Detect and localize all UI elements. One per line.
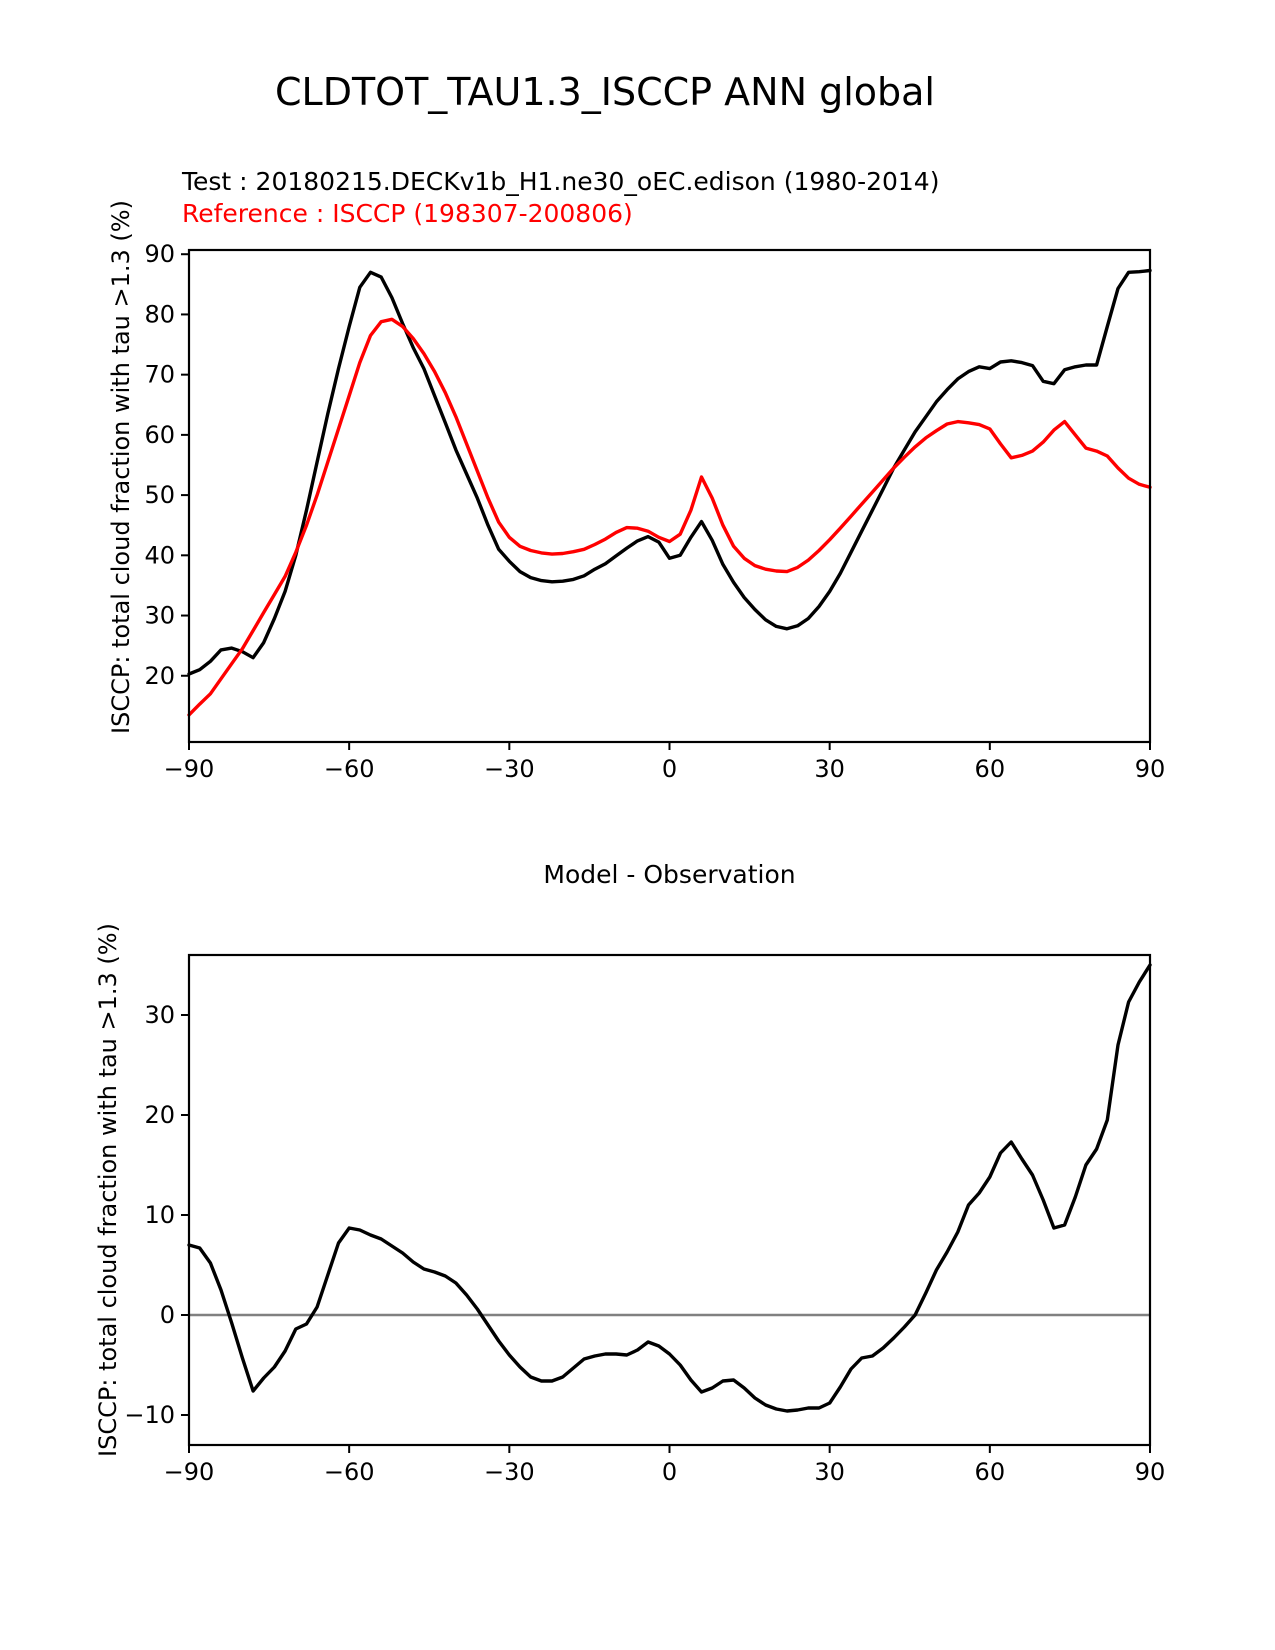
y-tick-label: 90 [144, 240, 175, 269]
top-series-line-0 [189, 271, 1150, 675]
x-tick-label: −60 [323, 755, 375, 783]
x-tick-label: 0 [661, 755, 678, 783]
bottom-chart [124, 955, 1165, 1486]
y-tick-label: −10 [124, 1401, 175, 1429]
page-title: CLDTOT_TAU1.3_ISCCP ANN global [274, 70, 935, 114]
x-tick-label: −30 [484, 755, 535, 783]
y-tick-label: 50 [144, 481, 175, 510]
y-tick-label: 40 [144, 541, 175, 570]
axes-box [189, 250, 1150, 742]
x-tick-label: 30 [814, 1458, 845, 1486]
y-tick-label: 10 [144, 1201, 175, 1229]
y-tick-label: 60 [144, 420, 175, 449]
y-tick-label: 70 [144, 360, 175, 389]
y-tick-label: 0 [159, 1301, 175, 1329]
y-tick-label: 20 [144, 661, 175, 690]
x-tick-label: 0 [661, 1458, 678, 1486]
y-tick-label: 30 [144, 601, 175, 630]
bottom-series-line-0 [189, 965, 1150, 1411]
y-tick-label: 80 [144, 300, 175, 329]
y-tick-label: 30 [144, 1001, 175, 1029]
top-chart [144, 240, 1165, 783]
x-tick-label: 30 [814, 755, 845, 783]
reference-run-label: Reference : ISCCP (198307-200806) [182, 199, 633, 228]
x-tick-label: 60 [974, 1458, 1006, 1486]
axes-box [189, 955, 1150, 1445]
x-tick-label: 90 [1134, 755, 1166, 783]
top-series-line-1 [189, 319, 1150, 715]
x-tick-label: −90 [163, 755, 215, 783]
test-run-label: Test : 20180215.DECKv1b_H1.ne30_oEC.edison (1980-2014) [182, 167, 940, 196]
bottom-chart-y-axis-label: ISCCP: total cloud fraction with tau >1.3 (%) [94, 923, 122, 1457]
x-tick-label: −90 [163, 1458, 215, 1486]
bottom-chart-title: Model - Observation [543, 860, 796, 889]
y-tick-label: 20 [144, 1101, 175, 1129]
x-tick-label: 60 [974, 755, 1006, 783]
x-tick-label: 90 [1134, 1458, 1166, 1486]
x-tick-label: −30 [484, 1458, 535, 1486]
top-chart-y-axis-label: ISCCP: total cloud fraction with tau >1.3 (%) [107, 200, 135, 734]
x-tick-label: −60 [323, 1458, 375, 1486]
